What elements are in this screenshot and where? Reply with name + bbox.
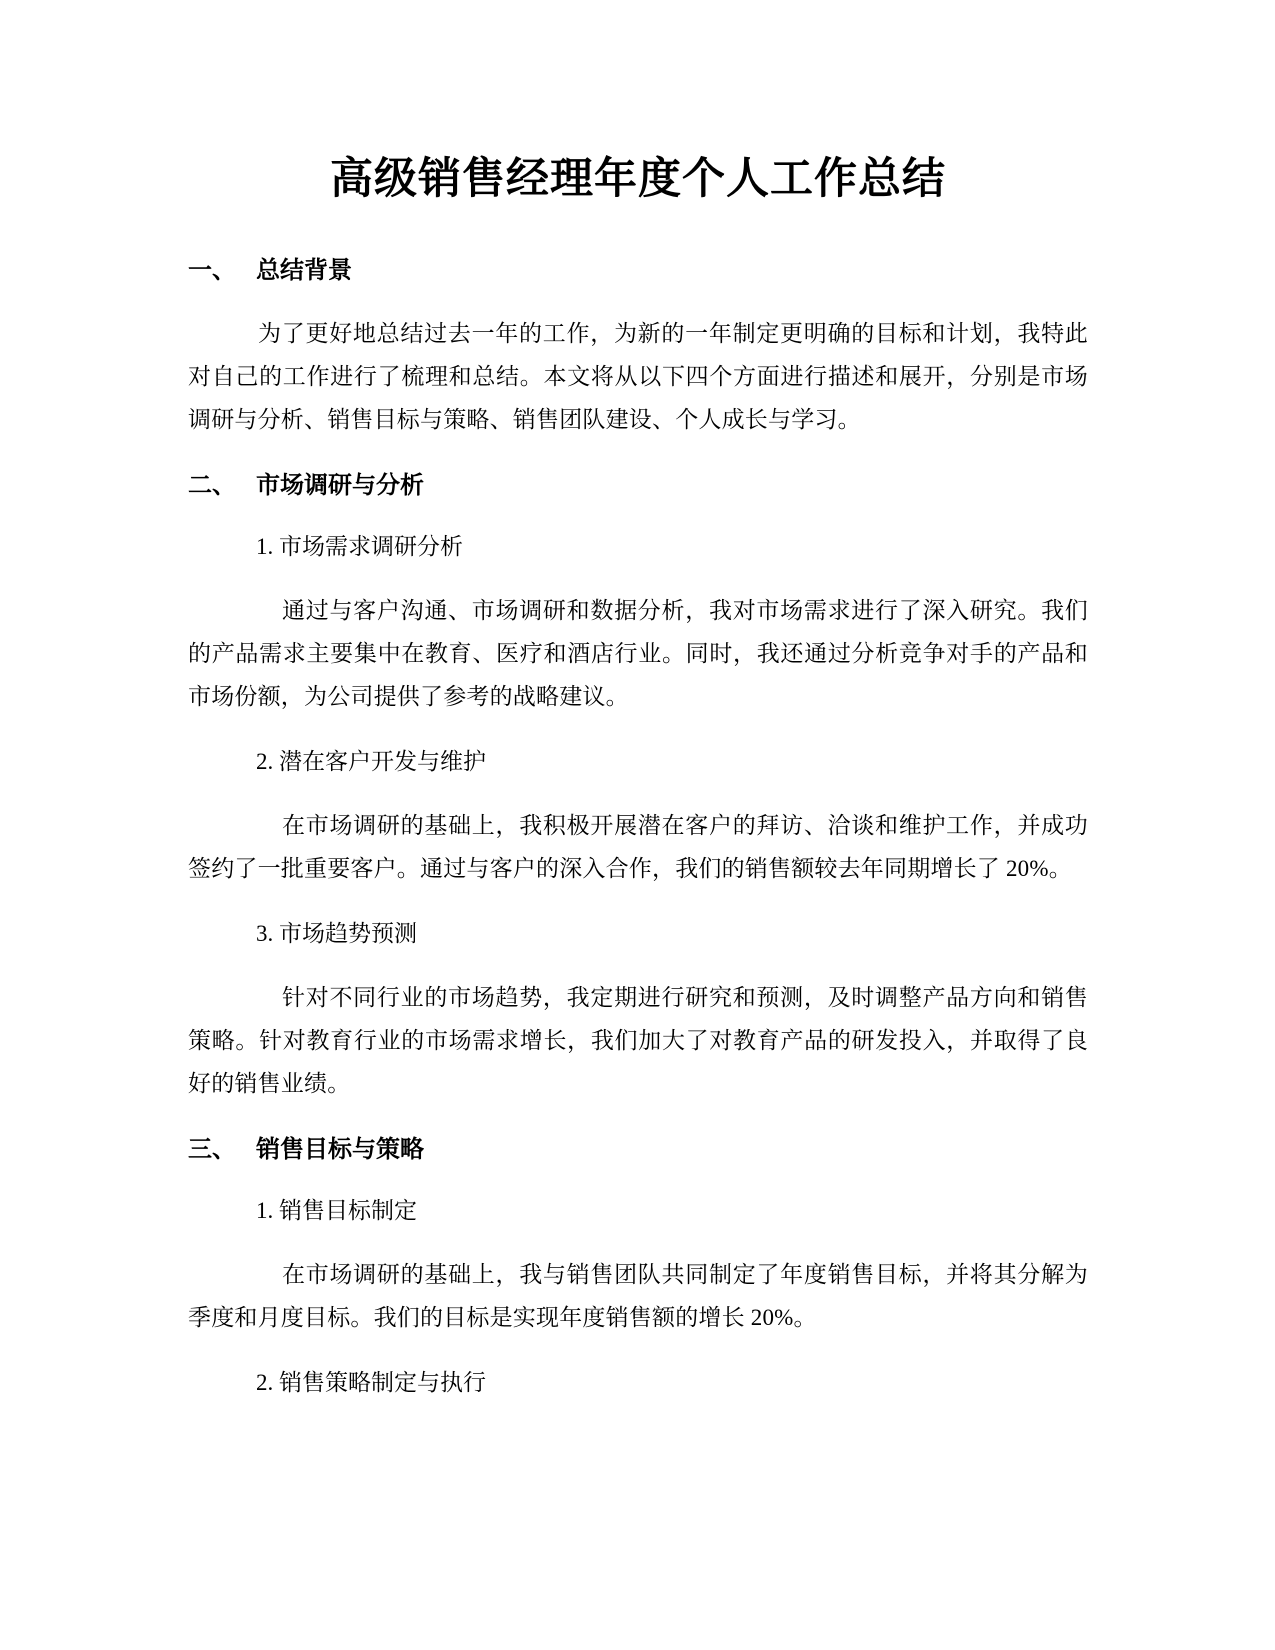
section-number: 一、	[188, 256, 236, 284]
section-heading-2	[188, 467, 1088, 503]
section-number: 三、	[188, 1135, 236, 1163]
document-title: 高级销售经理年度个人工作总结	[330, 154, 946, 204]
subsection-paragraph: 在市场调研的基础上，我与销售团队共同制定了年度销售目标，并将其分解为季度和月度目标。我们的目标是实现年度销售额的增长 20%。	[188, 1262, 1088, 1330]
section-title: 总结背景	[256, 256, 352, 284]
section-heading-1	[188, 252, 1088, 288]
section-heading-3	[188, 1131, 1088, 1167]
subsection-paragraph: 针对不同行业的市场趋势，我定期进行研究和预测，及时调整产品方向和销售策略。针对教育行业的市场需求增长，我们加大了对教育产品的研发投入，并取得了良好的销售业绩。	[188, 985, 1088, 1096]
section-intro-paragraph: 为了更好地总结过去一年的工作，为新的一年制定更明确的目标和计划，我特此对自己的工作进行了梳理和总结。本文将从以下四个方面进行描述和展开，分别是市场调研与分析、销售目标与策略、销售团队建设、个人成长与学习。	[188, 321, 1088, 432]
subsection-title: 1. 销售目标制定	[256, 1198, 417, 1223]
subsection-paragraph: 在市场调研的基础上，我积极开展潜在客户的拜访、洽谈和维护工作，并成功签约了一批重要客户。通过与客户的深入合作，我们的销售额较去年同期增长了 20%。	[188, 813, 1088, 881]
subsection-title: 3. 市场趋势预测	[256, 921, 417, 946]
subsection-title: 1. 市场需求调研分析	[256, 534, 463, 559]
document-content	[188, 148, 1088, 1401]
subsection-title: 2. 潜在客户开发与维护	[256, 749, 486, 774]
section-number: 二、	[188, 471, 236, 499]
section-title: 销售目标与策略	[256, 1135, 424, 1163]
subsection-paragraph: 通过与客户沟通、市场调研和数据分析，我对市场需求进行了深入研究。我们的产品需求主要集中在教育、医疗和酒店行业。同时，我还通过分析竞争对手的产品和市场份额，为公司提供了参考的战略建议。	[188, 598, 1088, 709]
section-title: 市场调研与分析	[256, 471, 424, 499]
subsection-title: 2. 销售策略制定与执行	[256, 1370, 486, 1395]
